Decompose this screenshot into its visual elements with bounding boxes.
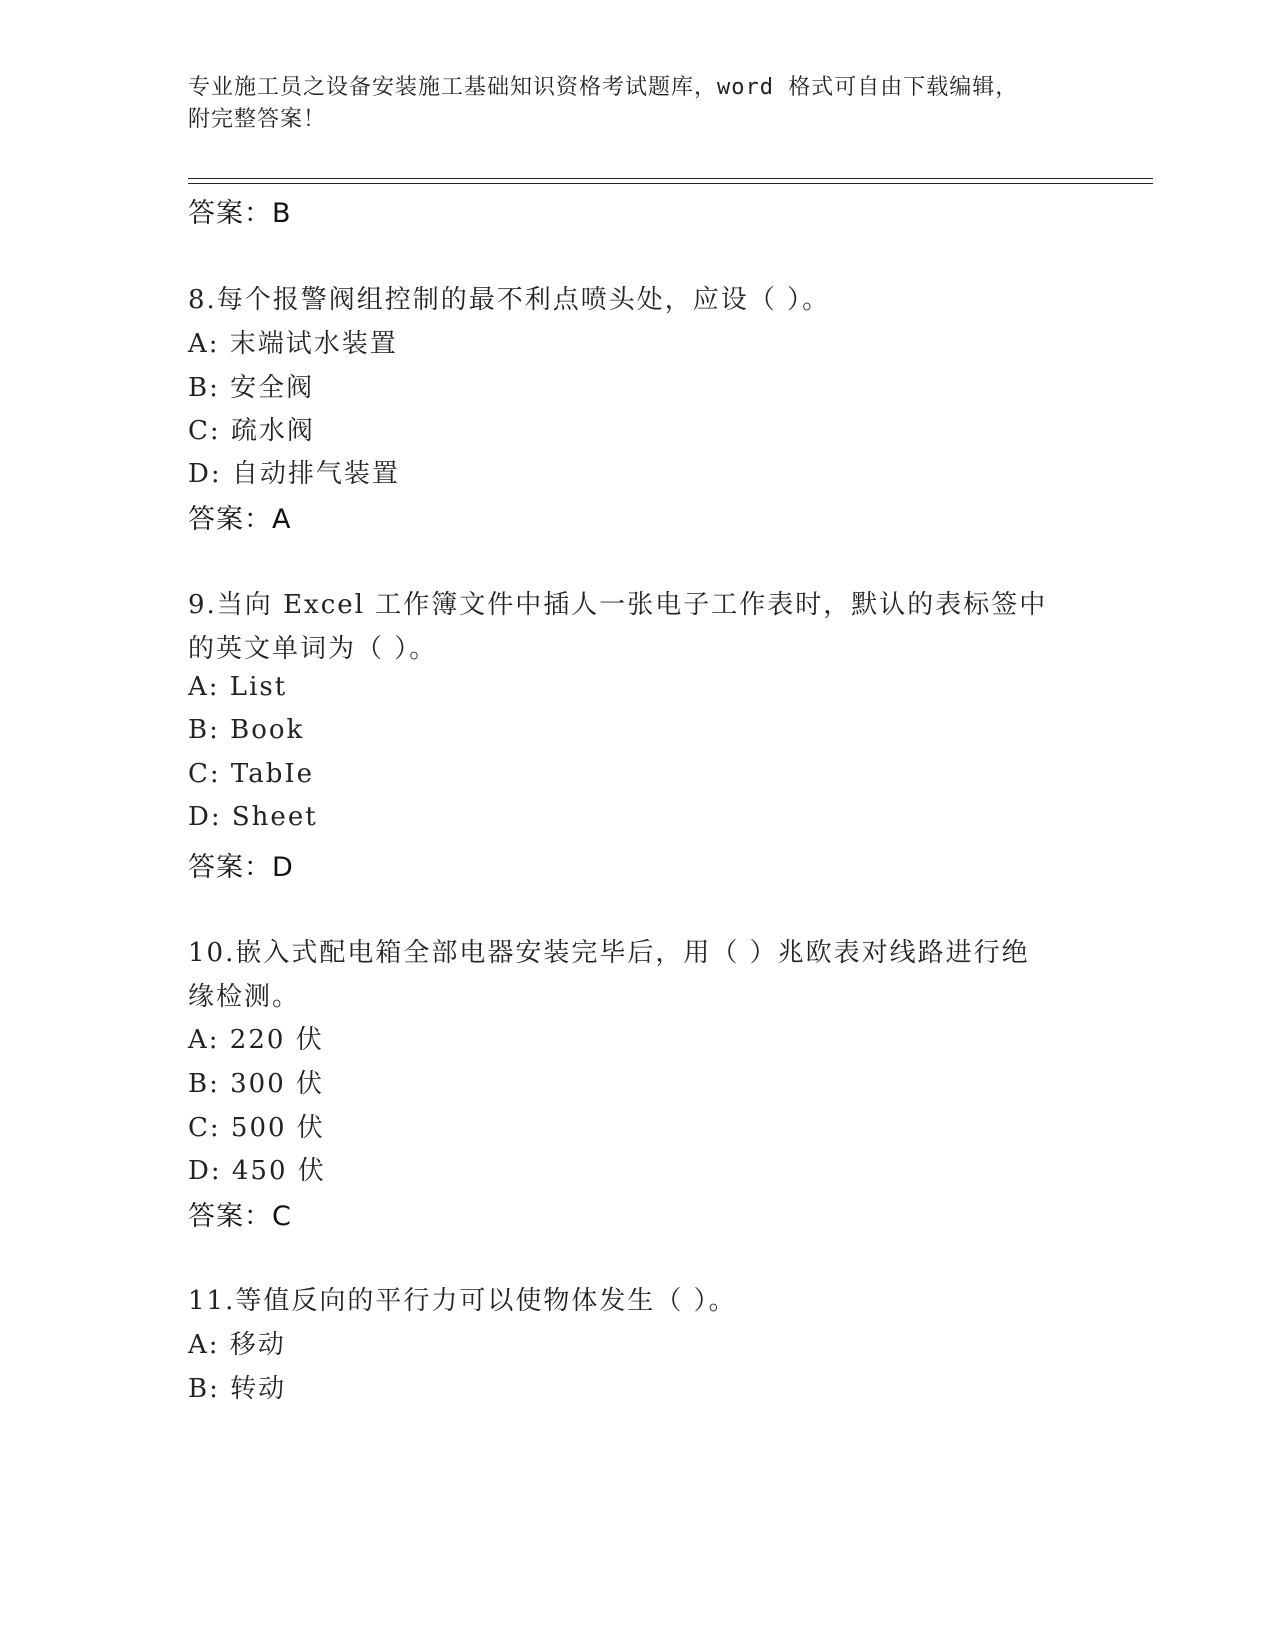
document-header <box>188 72 1088 136</box>
question-10-stem-line-2: 缘检测。 <box>188 982 301 1012</box>
header-divider-top <box>188 178 1153 179</box>
question-9-stem-line-2: 的英文单词为（ ）。 <box>188 634 438 664</box>
header-line-1: 专业施工员之设备安装施工基础知识资格考试题库，word 格式可自由下载编辑， <box>188 75 1019 100</box>
question-9-option-d: D: Sheet <box>188 802 318 832</box>
question-8-option-b: B: 安全阀 <box>188 373 315 403</box>
question-8-option-a: A: 末端试水装置 <box>188 329 398 359</box>
question-11-stem: 11.等值反向的平行力可以使物体发生（ ）。 <box>188 1286 737 1316</box>
question-10-option-b: B: 300 伏 <box>188 1069 325 1099</box>
question-9-answer: 答案：D <box>188 852 294 883</box>
previous-answer: 答案：B <box>188 198 292 229</box>
question-8-answer: 答案：A <box>188 504 292 535</box>
question-10-option-c: C: 500 伏 <box>188 1113 325 1143</box>
header-line-2: 附完整答案！ <box>188 107 327 132</box>
header-divider-bottom <box>188 183 1153 184</box>
question-10-answer: 答案：C <box>188 1201 292 1232</box>
question-9-option-b: B: Book <box>188 715 305 745</box>
question-11-option-a: A: 移动 <box>188 1330 286 1360</box>
question-9-option-a: A: List <box>188 672 288 702</box>
question-10-option-a: A: 220 伏 <box>188 1025 324 1055</box>
question-8-stem: 8.每个报警阀组控制的最不利点喷头处，应设（ ）。 <box>188 285 831 315</box>
question-9-option-c: C: TabIe <box>188 759 315 789</box>
question-8-option-c: C: 疏水阀 <box>188 416 315 446</box>
question-10-stem-line-1: 10.嵌入式配电箱全部电器安装完毕后，用（ ）兆欧表对线路进行绝 <box>188 938 1030 968</box>
question-11-option-b: B: 转动 <box>188 1374 287 1404</box>
question-8-option-d: D: 自动排气装置 <box>188 459 400 489</box>
question-9-stem-line-1: 9.当向 Excel 工作簿文件中插人一张电子工作表时，默认的表标签中 <box>188 590 1048 620</box>
question-10-option-d: D: 450 伏 <box>188 1156 326 1186</box>
